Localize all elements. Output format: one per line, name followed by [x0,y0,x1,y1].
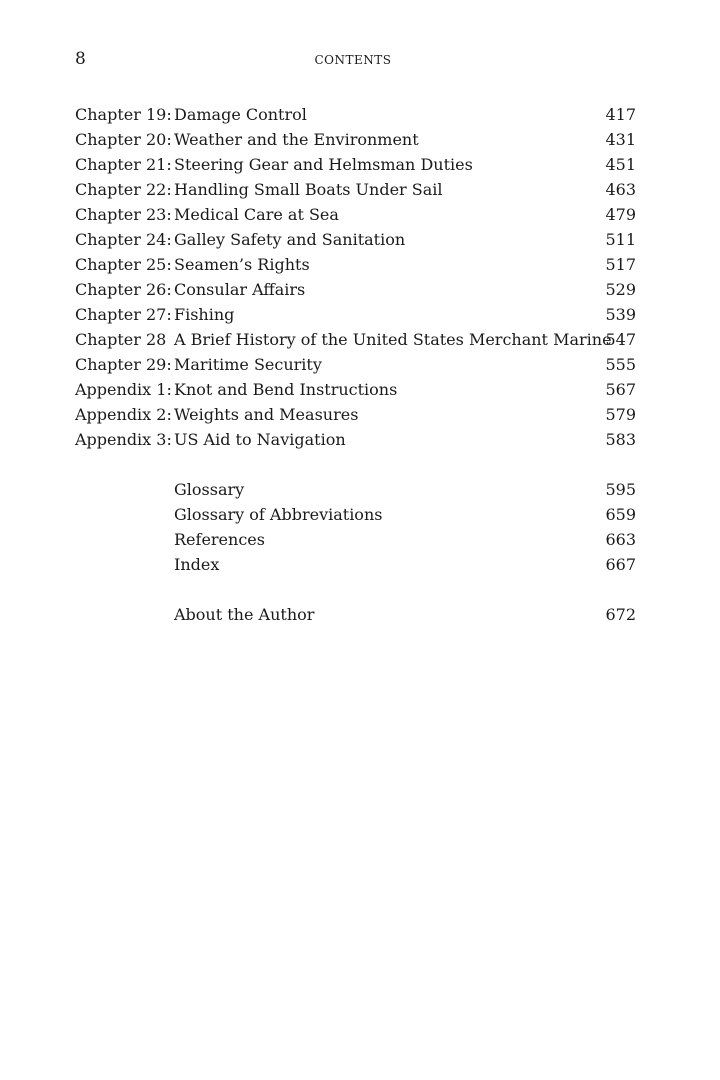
toc-entry[interactable] [75,227,636,252]
toc-entry-label: Appendix 2: [75,405,172,424]
toc-entry[interactable] [75,102,636,127]
toc-entry[interactable] [75,352,636,377]
toc-entry-label: Chapter 21: [75,155,172,174]
toc-entry-title: Consular Affairs [174,280,306,299]
toc-entry-label: Chapter 28 [75,330,167,349]
toc-entry[interactable] [75,427,636,452]
toc-entry-label: Chapter 27: [75,305,172,324]
toc-entry[interactable] [75,402,636,427]
toc-entry-title: Maritime Security [174,355,322,374]
toc-entry[interactable] [75,327,636,352]
toc-entry[interactable] [75,477,636,502]
toc-entry-title: Glossary [174,480,245,499]
toc-entry-page: 555 [605,355,636,374]
toc-entry-label: Chapter 25: [75,255,172,274]
toc-entry[interactable] [75,202,636,227]
toc-entry-page: 463 [605,180,636,199]
toc-entry-page: 417 [605,105,636,124]
toc-entry-page: 567 [605,380,636,399]
section-gap [75,452,636,477]
toc-entry[interactable] [75,252,636,277]
toc-entry-page: 539 [605,305,636,324]
toc-entry-label: Chapter 29: [75,355,172,374]
toc-entry-title: Steering Gear and Helmsman Duties [174,155,473,174]
section-gap [75,577,636,602]
toc-entry-title: Galley Safety and Sanitation [174,230,406,249]
back-matter-list [75,477,636,577]
toc-entry-title: US Aid to Navigation [174,430,346,449]
toc-entry-about-the-author[interactable] [75,602,636,627]
toc-entry-title: Knot and Bend Instructions [174,380,398,399]
toc-entry-page: 431 [605,130,636,149]
toc-entry-title: Glossary of Abbreviations [174,505,383,524]
toc-entry[interactable] [75,377,636,402]
toc-entry-page: 517 [605,255,636,274]
toc-entry-title: Weather and the Environment [174,130,419,149]
toc-entry-label: Chapter 19: [75,105,172,124]
toc-entry-page: 659 [605,505,636,524]
table-of-contents [75,102,636,627]
toc-entry[interactable] [75,552,636,577]
page-number: 8 [75,49,86,69]
toc-entry-page: 579 [605,405,636,424]
toc-entry-title: Index [174,555,220,574]
toc-entry-page: 529 [605,280,636,299]
toc-entry-page: 595 [605,480,636,499]
toc-entry[interactable] [75,527,636,552]
toc-entry-page: 451 [605,155,636,174]
chapter-list [75,102,636,452]
toc-entry-label: Chapter 22: [75,180,172,199]
running-head: CONTENTS [314,53,392,67]
toc-entry-title: Fishing [174,305,235,324]
toc-entry-title: Handling Small Boats Under Sail [174,180,443,199]
toc-entry-page: 583 [605,430,636,449]
toc-entry-title: A Brief History of the United States Merchant Marine [174,330,612,349]
toc-entry[interactable] [75,127,636,152]
toc-entry[interactable] [75,152,636,177]
toc-entry-label: Chapter 24: [75,230,172,249]
toc-entry-label: Chapter 20: [75,130,172,149]
toc-entry-title: Damage Control [174,105,307,124]
toc-entry-title: Weights and Measures [174,405,359,424]
toc-entry[interactable] [75,277,636,302]
toc-entry-label: Chapter 23: [75,205,172,224]
toc-entry[interactable] [75,177,636,202]
toc-entry-page: 479 [605,205,636,224]
toc-entry-label: Appendix 3: [75,430,172,449]
toc-entry-label: Chapter 26: [75,280,172,299]
toc-entry-page: 667 [605,555,636,574]
toc-entry[interactable] [75,302,636,327]
toc-entry-title: Seamen’s Rights [174,255,310,274]
toc-entry-page: 547 [605,330,636,349]
toc-entry[interactable] [75,502,636,527]
toc-entry-title: About the Author [174,605,315,624]
toc-entry-page: 663 [605,530,636,549]
toc-entry-title: References [174,530,265,549]
toc-entry-page: 672 [605,605,636,624]
toc-entry-label: Appendix 1: [75,380,172,399]
toc-entry-page: 511 [605,230,636,249]
toc-entry-title: Medical Care at Sea [174,205,339,224]
